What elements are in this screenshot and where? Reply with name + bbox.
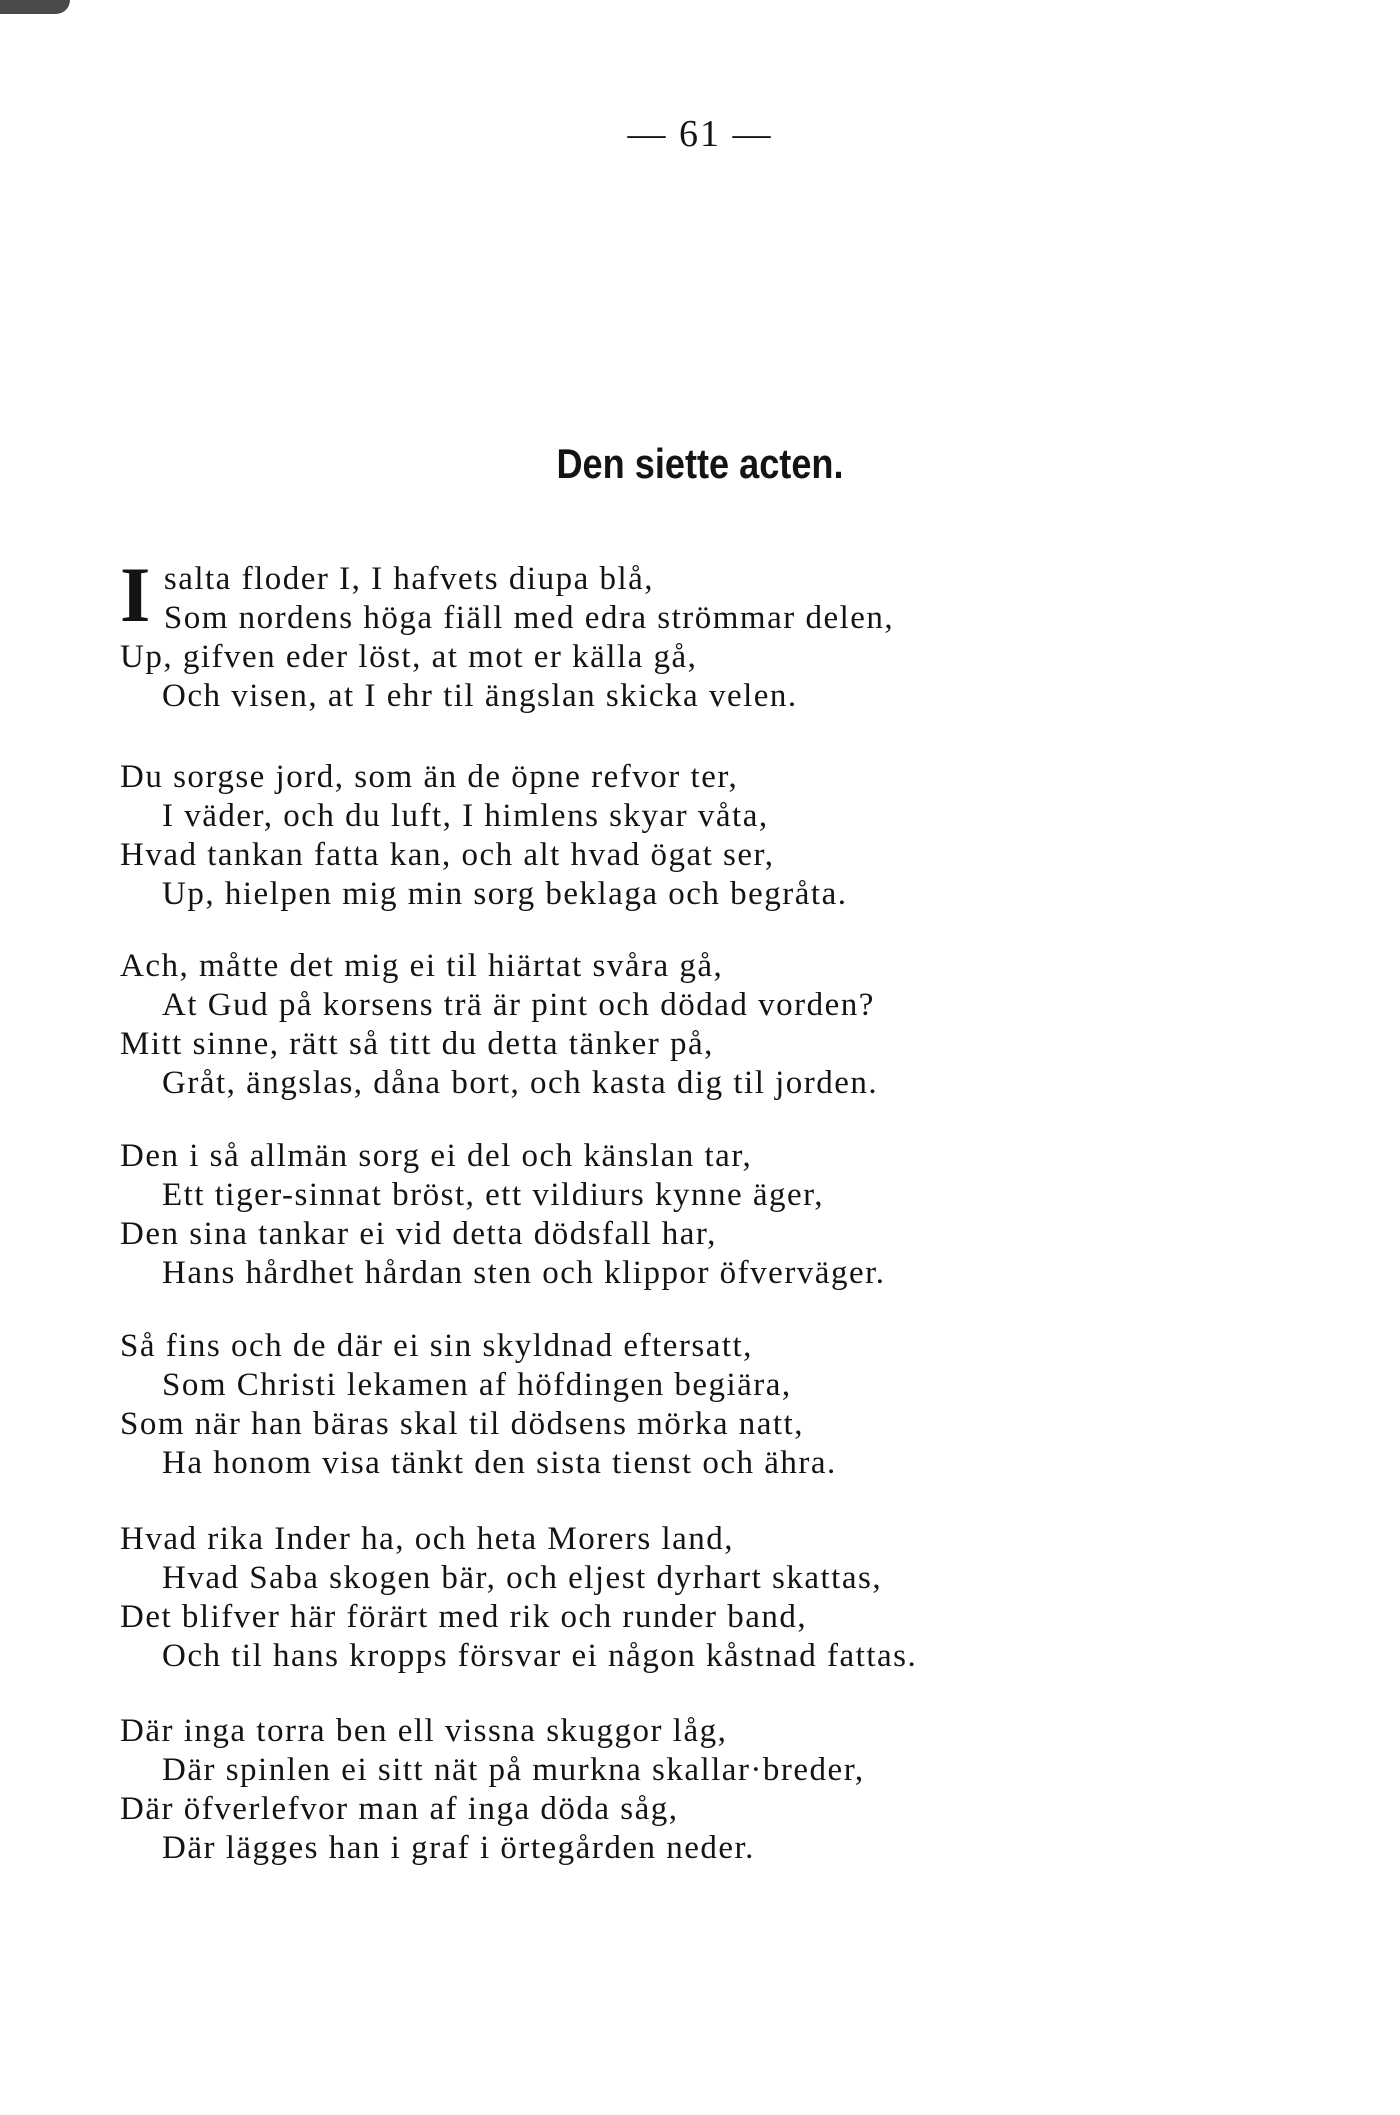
verse-line: Och visen, at I ehr til ängslan skicka velen. bbox=[162, 678, 798, 714]
stanza-1 bbox=[120, 551, 1120, 716]
stanza-2 bbox=[120, 758, 1120, 914]
verse-line: Ett tiger-sinnat bröst, ett vildiurs kynne äger, bbox=[162, 1177, 825, 1213]
verse-line: Den i så allmän sorg ei del och känslan tar, bbox=[120, 1138, 753, 1174]
verse-line: Den sina tankar ei vid detta dödsfall har, bbox=[120, 1216, 717, 1252]
stanza-6 bbox=[120, 1520, 1120, 1676]
verse-text: salta floder I, I hafvets diupa blå, bbox=[163, 561, 655, 597]
stanza-7 bbox=[120, 1712, 1120, 1868]
verse-line: Hvad rika Inder ha, och heta Morers land, bbox=[120, 1521, 735, 1557]
verse-line: Ha honom visa tänkt den sista tienst och ähra. bbox=[162, 1445, 837, 1481]
drop-cap: I bbox=[120, 551, 152, 638]
stanza-3 bbox=[120, 947, 1120, 1103]
verse-line: Gråt, ängslas, dåna bort, och kasta dig til jorden. bbox=[162, 1065, 879, 1101]
verse-line: Hvad tankan fatta kan, och alt hvad ögat ser, bbox=[120, 837, 775, 873]
verse-line: Ach, måtte det mig ei til hiärtat svåra gå, bbox=[120, 948, 724, 984]
verse-line: Så fins och de där ei sin skyldnad eftersatt, bbox=[120, 1328, 753, 1364]
stanza-4 bbox=[120, 1137, 1120, 1293]
verse-line: Som nordens höga fiäll med edra strömmar delen, bbox=[163, 600, 895, 636]
verse-line: Där inga torra ben ell vissna skuggor låg, bbox=[120, 1713, 728, 1749]
section-title: Den siette acten. bbox=[556, 440, 844, 487]
verse-line: Där öfverlefvor man af inga döda såg, bbox=[120, 1791, 679, 1827]
verse-line: Up, hielpen mig min sorg beklaga och begråta. bbox=[162, 876, 848, 912]
page-number: — 61 — bbox=[627, 113, 773, 155]
verse-line: Som Christi lekamen af höfdingen begiära, bbox=[162, 1367, 792, 1403]
verse-line: Mitt sinne, rätt så titt du detta tänker på, bbox=[120, 1026, 714, 1062]
verse-line: Hans hårdhet hårdan sten och klippor öfverväger. bbox=[162, 1255, 886, 1291]
verse-line: Som när han bäras skal til dödsens mörka natt, bbox=[120, 1406, 804, 1442]
ink-smudge bbox=[0, 0, 70, 14]
verse-line: Up, gifven eder löst, at mot er källa gå, bbox=[120, 639, 698, 675]
verse-line: Och til hans kropps försvar ei någon kåstnad fattas. bbox=[162, 1638, 918, 1674]
verse-line: Det blifver här förärt med rik och runder band, bbox=[120, 1599, 808, 1635]
verse-line: Där spinlen ei sitt nät på murkna skallar·breder, bbox=[162, 1752, 865, 1788]
verse-line: At Gud på korsens trä är pint och dödad vorden? bbox=[162, 987, 875, 1023]
verse-line: Du sorgse jord, som än de öpne refvor ter, bbox=[120, 759, 739, 795]
stanza-5 bbox=[120, 1327, 1120, 1483]
verse-line: Hvad Saba skogen bär, och eljest dyrhart skattas, bbox=[162, 1560, 883, 1596]
verse-line: I väder, och du luft, I himlens skyar våta, bbox=[162, 798, 769, 834]
verse-line: Där lägges han i graf i örtegården neder. bbox=[162, 1830, 755, 1866]
